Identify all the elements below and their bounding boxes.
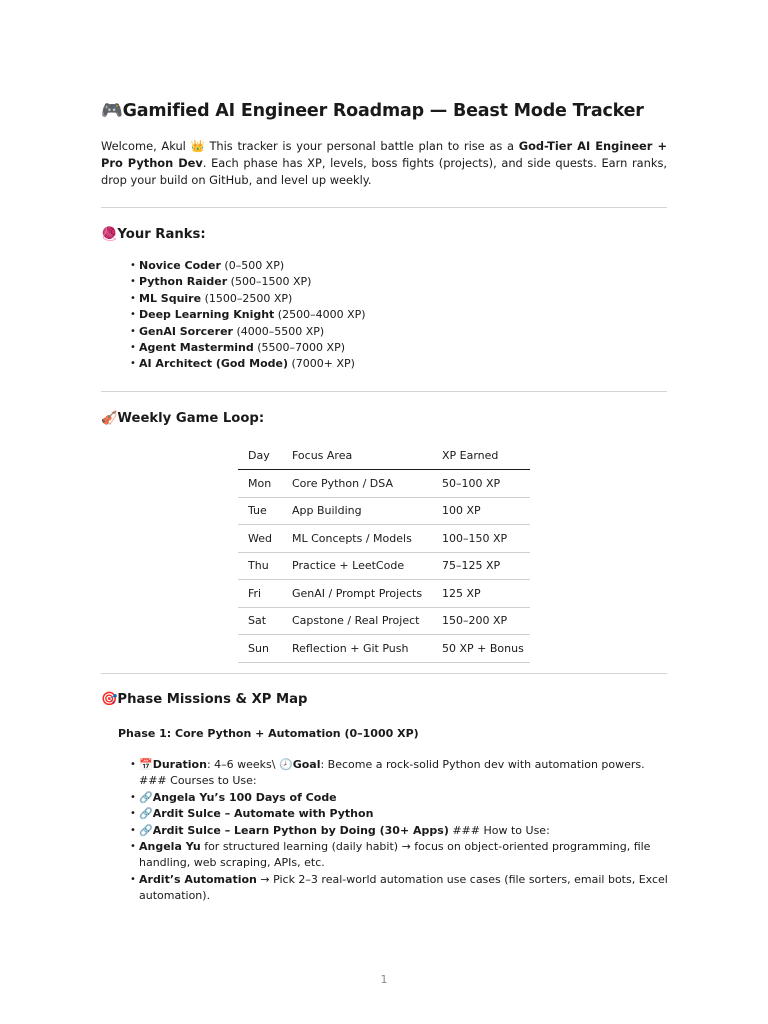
howto-text: for structured learning (daily habit) → focus on object-oriented programming, file handling, web scraping, APIs, etc. (139, 840, 651, 870)
goal-text: : Become a rock-solid Python dev with automation powers. ### Courses to Use: (139, 758, 645, 788)
table-cell: Sat (238, 607, 282, 635)
course-note: ### How to Use: (448, 823, 550, 837)
rank-range: (500–1500 XP) (227, 275, 312, 289)
table-cell: ML Concepts / Models (282, 525, 432, 553)
divider (101, 673, 667, 674)
course-item (130, 823, 670, 839)
phase-missions-heading (101, 692, 308, 707)
rank-name: Novice Coder (139, 259, 221, 272)
table-cell: Capstone / Real Project (282, 607, 432, 635)
table-row (238, 552, 530, 580)
table-cell: 75–125 XP (432, 552, 530, 580)
duration-text: : 4–6 weeks\ (206, 758, 279, 771)
howto-item (130, 839, 670, 872)
page-title (101, 101, 644, 121)
column-header: XP Earned (432, 442, 530, 470)
phase-1-list (130, 757, 670, 905)
rank-name: GenAI Sorcerer (139, 324, 233, 338)
table-cell: 125 XP (432, 580, 530, 608)
list-item (130, 757, 670, 790)
game-loop-heading (101, 411, 264, 426)
violin-icon: 🎻 (101, 411, 118, 426)
column-header: Day (238, 442, 282, 470)
rank-name: AI Architect (God Mode) (139, 357, 289, 371)
ranks-heading-text: Your Ranks: (117, 227, 206, 242)
rank-item (130, 291, 650, 307)
howto-name: Ardit’s Automation (139, 872, 257, 886)
intro-text-2: This tracker is your personal battle plan to rise as a (204, 139, 519, 153)
course-item (130, 790, 670, 806)
rank-name: Python Raider (139, 275, 228, 289)
ranks-list (130, 258, 650, 373)
rank-name: Agent Mastermind (139, 341, 254, 355)
rank-item (130, 307, 650, 323)
column-header: Focus Area (282, 442, 432, 470)
howto-item (130, 872, 670, 905)
page-number: 1 (380, 973, 388, 986)
table-cell: Wed (238, 525, 282, 553)
course-name: Ardit Sulce – Learn Python by Doing (30+ Apps) (152, 823, 449, 837)
table-cell: 50–100 XP (432, 470, 530, 498)
phase-1-title: Phase 1: Core Python + Automation (0–1000 XP) (118, 727, 419, 740)
duration-label: Duration (152, 758, 207, 771)
rank-range: (4000–5500 XP) (232, 324, 325, 338)
rank-item (130, 274, 650, 290)
crown-icon: 👑 (190, 139, 205, 153)
divider (101, 207, 667, 208)
page-title-text: Gamified AI Engineer Roadmap — Beast Mode Tracker (122, 101, 644, 121)
clock-icon: 🕗 (278, 758, 293, 771)
rank-item (130, 356, 650, 372)
table-row (238, 525, 530, 553)
course-name: Angela Yu’s 100 Days of Code (152, 790, 337, 804)
intro-text-1: Welcome, Akul (101, 139, 191, 153)
link-icon: 🔗 (139, 790, 153, 804)
table-cell: Core Python / DSA (282, 470, 432, 498)
link-icon: 🔗 (139, 807, 153, 821)
rank-range: (1500–2500 XP) (201, 291, 293, 305)
weekly-loop-table (238, 442, 530, 663)
table-cell: Thu (238, 552, 282, 580)
game-loop-heading-text: Weekly Game Loop: (117, 411, 265, 426)
target-icon: 🎯 (101, 692, 118, 707)
intro-text-3: . Each phase has XP, levels, boss fights (projects), and side quests. Earn ranks, drop your build on GitHub, and level up weekly. (101, 156, 667, 187)
table-row (238, 497, 530, 525)
calendar-icon: 📅 (139, 758, 153, 771)
table-cell: Fri (238, 580, 282, 608)
table-cell: 100 XP (432, 497, 530, 525)
phase-missions-heading-text: Phase Missions & XP Map (117, 692, 308, 707)
rank-item (130, 258, 650, 274)
table-cell: Reflection + Git Push (282, 635, 432, 663)
rank-range: (0–500 XP) (220, 259, 285, 272)
table-row (238, 607, 530, 635)
table-cell: App Building (282, 497, 432, 525)
link-icon: 🔗 (139, 823, 153, 837)
table-cell: 100–150 XP (432, 525, 530, 553)
yarn-icon: 🧶 (101, 227, 118, 242)
rank-range: (7000+ XP) (288, 357, 355, 371)
table-cell: Mon (238, 470, 282, 498)
table-row (238, 580, 530, 608)
rank-name: ML Squire (139, 291, 202, 305)
table-cell: GenAI / Prompt Projects (282, 580, 432, 608)
howto-name: Angela Yu (139, 840, 201, 854)
table-row (238, 470, 530, 498)
rank-range: (2500–4000 XP) (274, 308, 366, 322)
rank-range: (5500–7000 XP) (253, 341, 345, 355)
course-item (130, 806, 670, 822)
rank-name: Deep Learning Knight (139, 308, 275, 322)
table-cell: Tue (238, 497, 282, 525)
rank-item (130, 340, 650, 356)
howto-text: → Pick 2–3 real-world automation use cases (file sorters, email bots, Excel automation). (139, 872, 668, 903)
game-controller-icon: 🎮 (101, 101, 123, 121)
table-cell: Sun (238, 635, 282, 663)
table-cell: 150–200 XP (432, 607, 530, 635)
table-cell: Practice + LeetCode (282, 552, 432, 580)
rank-item (130, 324, 650, 340)
divider (101, 391, 667, 392)
intro-paragraph (101, 138, 667, 189)
intro-strong: God-Tier AI Engineer + Pro Python Dev (101, 139, 667, 170)
table-row (238, 635, 530, 663)
course-name: Ardit Sulce – Automate with Python (152, 807, 374, 821)
ranks-heading (101, 227, 206, 242)
table-cell: 50 XP + Bonus (432, 635, 530, 663)
goal-label: Goal (292, 758, 321, 771)
